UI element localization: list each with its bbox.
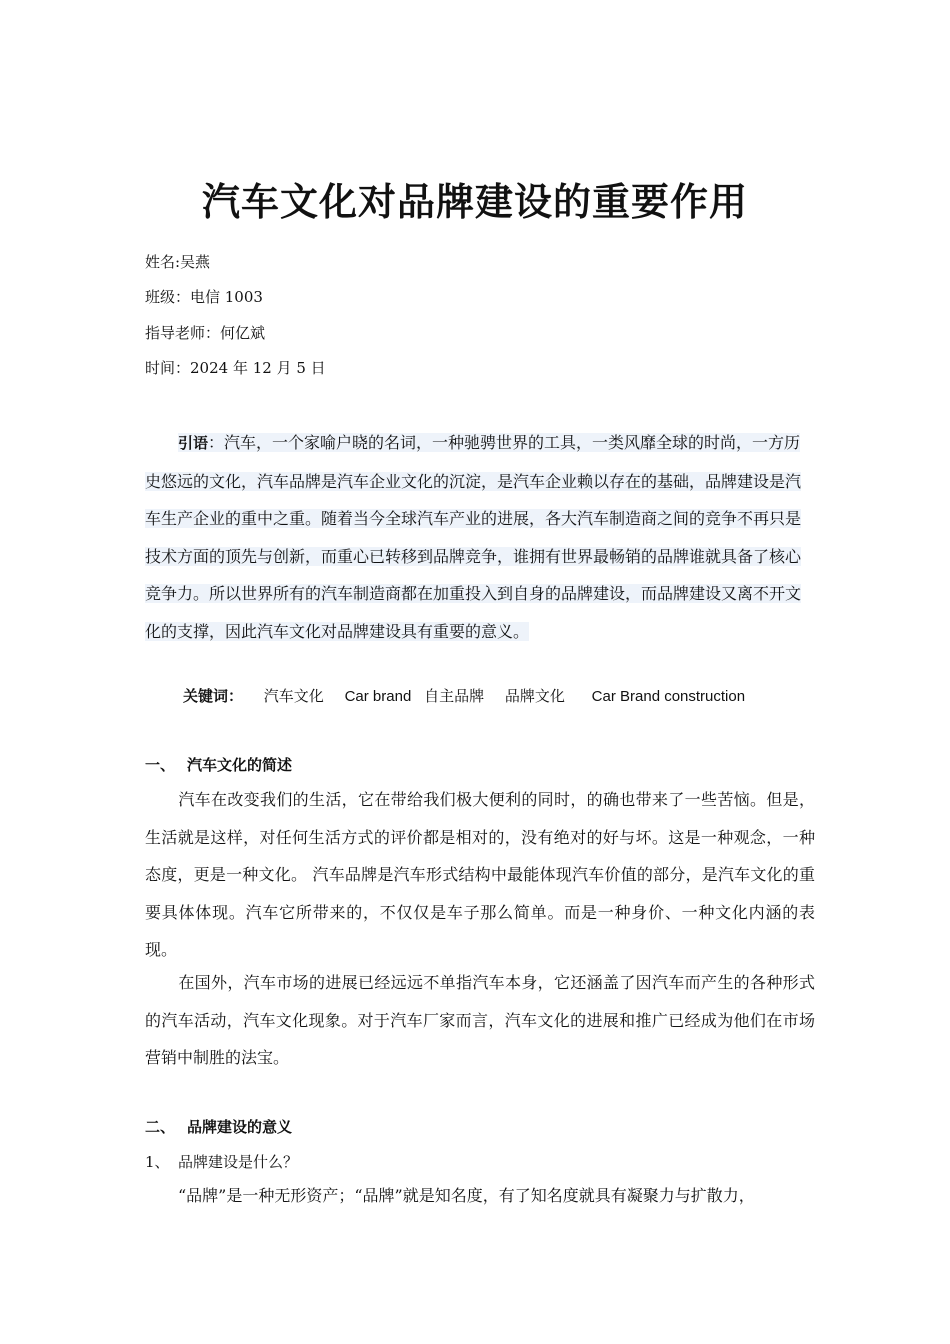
- section-heading-2: [145, 1115, 292, 1139]
- keyword-item: 汽车文化: [263, 687, 324, 705]
- section-heading-1: [145, 753, 292, 777]
- keyword-item: Car brand: [344, 688, 412, 705]
- keyword-item: 自主品牌: [424, 687, 485, 705]
- paragraph-text: 在国外，汽车市场的进展已经远远不单指汽车本身，它还涵盖了因汽车而产生的各种形式的汽车活动，汽车文化现象。对于汽车厂家而言，汽车文化的进展和推广已经成为他们在市场营销中制胜的法宝。: [145, 973, 815, 1067]
- date-info: 时间：2024 年 12 月 5 日: [145, 359, 326, 377]
- body-paragraph: [145, 781, 815, 969]
- keyword-item: Car Brand construction: [591, 688, 746, 705]
- abstract-lead: 引语: [178, 434, 209, 452]
- subsection-title: 品牌建设是什么？: [178, 1153, 299, 1171]
- keywords-line: [183, 684, 745, 709]
- abstract-paragraph: [145, 424, 815, 650]
- section-title: 品牌建设的意义: [187, 1118, 293, 1136]
- paragraph-text: “品牌”是一种无形资产；“品牌”就是知名度，有了知名度就具有凝聚力与扩散力，: [178, 1186, 755, 1205]
- body-paragraph: [145, 964, 815, 1077]
- section-number: 二、: [145, 1118, 176, 1136]
- keywords-label: 关键词：: [183, 687, 244, 705]
- paragraph-text: 汽车在改变我们的生活，它在带给我们极大便利的同时，的确也带来了一些苦恼。但是，生活就是这样，对任何生活方式的评价都是相对的，没有绝对的好与坏。这是一种观念，一种态度，更是一种文化。 汽车品牌是汽车形式结构中最能体现汽车价值的部分，是汽车文化的重要具体体现。汽车它所带来的，不仅仅是车子那么简单。而是一种身价、一种文化内涵的表现。: [145, 790, 815, 959]
- section-number: 一、: [145, 756, 176, 774]
- abstract-text: ：汽车，一个家喻户晓的名词，一种驰骋世界的工具，一类风靡全球的时尚，一方历史悠远的文化，汽车品牌是汽车企业文化的沉淀，是汽车企业赖以存在的基础，品牌建设是汽车生产企业的重中之重。随着当今全球汽车产业的进展，各大汽车制造商之间的竞争不再只是技术方面的顶先与创新，而重心已转移到品牌竞争，谁拥有世界最畅销的品牌谁就具备了核心竞争力。所以世界所有的汽车制造商都在加重投入到自身的品牌建设，而品牌建设又离不开文化的支撑，因此汽车文化对品牌建设具有重要的意义。: [145, 433, 802, 641]
- subsection-heading: [145, 1150, 298, 1174]
- author-name: 姓名:吴燕: [145, 253, 211, 271]
- section-title: 汽车文化的简述: [187, 756, 293, 774]
- subsection-number: 1、: [145, 1153, 170, 1171]
- body-paragraph: [145, 1177, 815, 1215]
- document-title: 汽车文化对品牌建设的重要作用: [201, 180, 748, 224]
- class-info: 班级：电信 1003: [145, 288, 263, 306]
- keyword-item: 品牌文化: [504, 687, 565, 705]
- advisor-info: 指导老师：何亿斌: [145, 324, 266, 342]
